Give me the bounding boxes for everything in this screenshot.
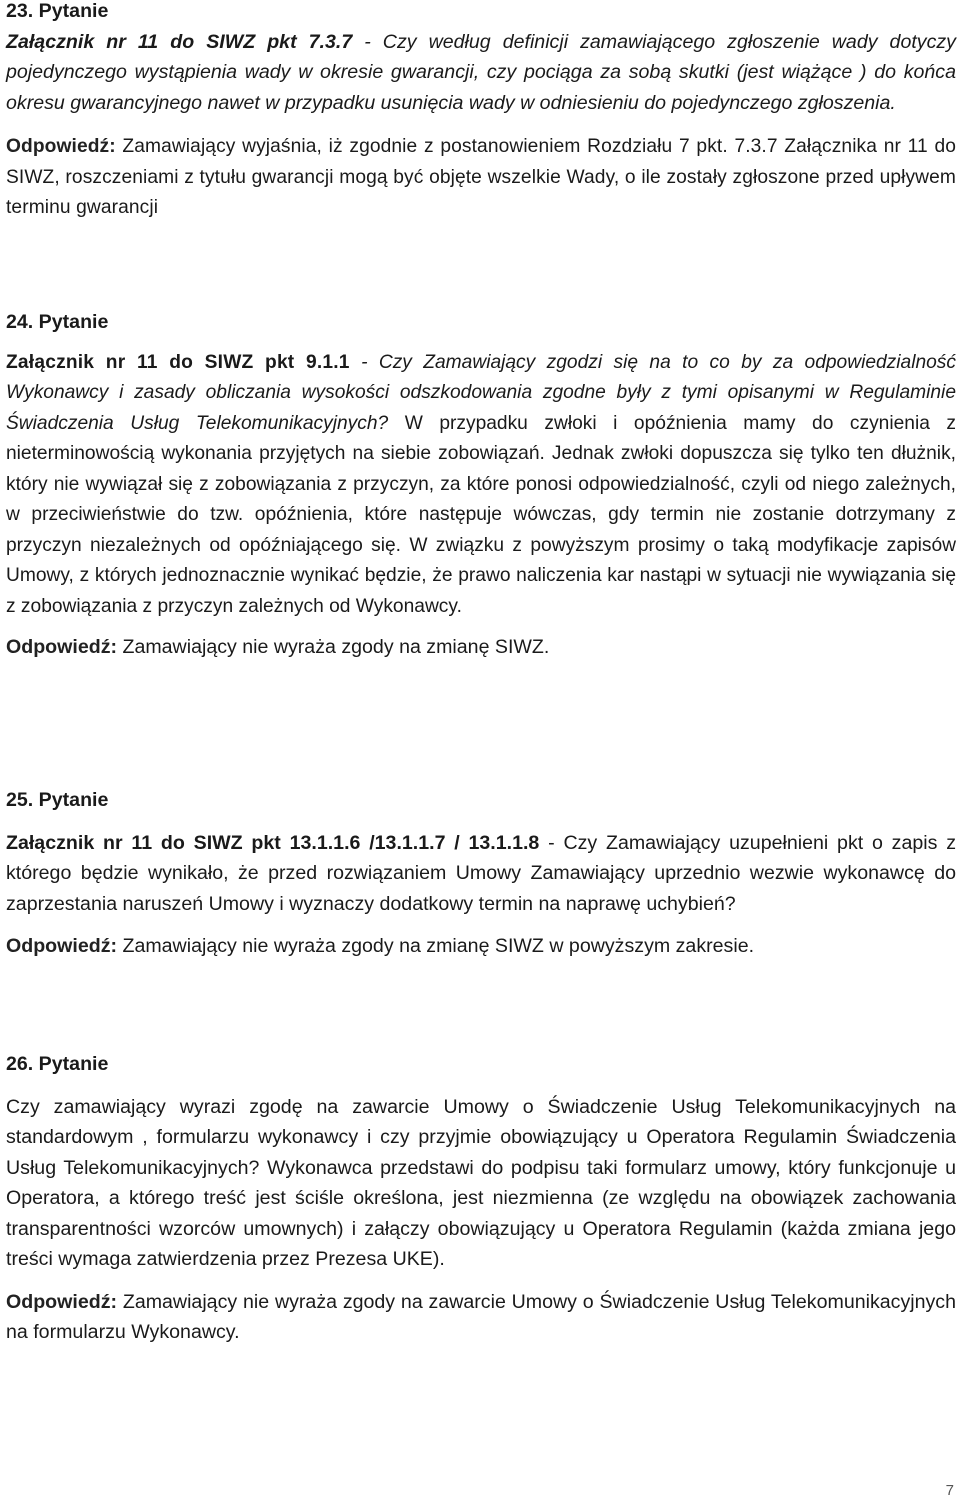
question-25-body: - Czy Zamawiający uzupełnieni pkt o zapis z którego będzie wynikało, że przed rozwiązaniem Umowy Zamawiający uprzednio wezwie wykonawcę do zaprzestania naruszeń Umowy i wyznaczy dodatkowy termin na naprawę uchybień? xyxy=(6,831,957,915)
answer-23-text: Zamawiający wyjaśnia, iż zgodnie z postanowieniem Rozdziału 7 pkt. 7.3.7 Załącznika nr 11 do SIWZ, roszczeniami z tytułu gwarancji mogą być objęte wszelkie Wady, o ile zostały zgłoszone przed upływem terminu gwarancji xyxy=(6,136,956,218)
question-25 xyxy=(6,785,956,962)
question-26 xyxy=(6,1049,956,1348)
answer-25-text: Zamawiający nie wyraża zgody na zmianę SIWZ w powyższym zakresie. xyxy=(117,935,755,957)
question-25-text xyxy=(6,828,956,920)
question-23 xyxy=(6,0,956,224)
question-25-heading: 25. Pytanie xyxy=(6,789,109,811)
answer-23 xyxy=(6,132,956,224)
question-23-reference: Załącznik nr 11 do SIWZ pkt 7.3.7 xyxy=(6,30,353,53)
question-23-body: - Czy według definicji zamawiającego zgłoszenie wady dotyczy pojedynczego wystąpienia wady w okresie gwarancji, czy pociąga za sobą skutki (jest wiążące ) do końca okresu gwarancyjnego nawet w przypadku usunięcia wady w odniesieniu do pojedynczego zgłoszenia. xyxy=(6,30,956,114)
answer-25 xyxy=(6,931,956,962)
answer-24-label: Odpowiedź: xyxy=(6,636,118,658)
question-24 xyxy=(6,307,956,663)
question-24-heading: 24. Pytanie xyxy=(6,311,109,333)
answer-25-label: Odpowiedź: xyxy=(6,935,118,957)
question-24-reference: Załącznik nr 11 do SIWZ pkt 9.1.1 xyxy=(6,351,350,373)
answer-24-text: Zamawiający nie wyraża zgody na zmianę SIWZ. xyxy=(117,636,550,658)
answer-24 xyxy=(6,632,956,663)
question-24-body-rest: W przypadku zwłoki i opóźnienia mamy do czynienia z nieterminowością wykonania przyjętych na siebie zobowiązań. Jednak zwłoki dopuszcza się tylko ten dłużnik, który nie wywiązał się z zobowiązania z przyczyn, za które ponosi odpowiedzialność, czyli od niego zależnych, w przeciwieństwie do tzw. opóźnienia, które następuje wówczas, gdy termin nie zostanie dotrzymany z przyczyn niezależnych od opóźniającego się. W związku z powyższym prosimy o taką modyfikacje zapisów Umowy, z których jednoznacznie wynikać będzie, że prawo naliczenia kar nastąpi w sytuacji nie wywiązania się z zobowiązania z przyczyn zależnych od Wykonawcy. xyxy=(6,412,956,617)
page-number: 7 xyxy=(945,1482,954,1499)
answer-23-label: Odpowiedź: xyxy=(6,136,116,157)
answer-26-text: Zamawiający nie wyraża zgody na zawarcie Umowy o Świadczenie Usług Telekomunikacyjnych na formularzu Wykonawcy. xyxy=(6,1290,956,1343)
answer-26 xyxy=(6,1287,956,1348)
answer-26-label: Odpowiedź: xyxy=(6,1290,118,1313)
question-24-body: - Czy Zamawiający zgodzi się na to co by za odpowiedzialność Wykonawcy i zasady obliczania wysokości odszkodowania zgodne były z tymi opisanymi w Regulaminie Świadczenia Usług Telekomunikacyjnych? xyxy=(6,351,956,434)
question-26-heading: 26. Pytanie xyxy=(6,1053,109,1075)
question-24-text xyxy=(6,348,956,623)
question-26-text: Czy zamawiający wyrazi zgodę na zawarcie Umowy o Świadczenie Usług Telekomunikacyjnych na standardowym , formularzu wykonawcy i czy przyjmie obowiązujący u Operatora Regulamin Świadczenia Usług Telekomunikacyjnych? Wykonawca przedstawi do podpisu taki formularz umowy, który funkcjonuje u Operatora, a którego treść jest ściśle określona, jest niezmienna (ze względu na obowiązek zachowania transparentności wzorców umownych) i załączy obowiązujący u Operatora Regulamin (każda zmiana jego treści wymaga zatwierdzenia przez Prezesa UKE). xyxy=(6,1095,956,1270)
question-23-text xyxy=(6,27,956,119)
question-23-heading: 23. Pytanie xyxy=(6,0,109,22)
question-25-reference: Załącznik nr 11 do SIWZ pkt 13.1.1.6 /13.1.1.7 / 13.1.1.8 xyxy=(6,831,540,854)
